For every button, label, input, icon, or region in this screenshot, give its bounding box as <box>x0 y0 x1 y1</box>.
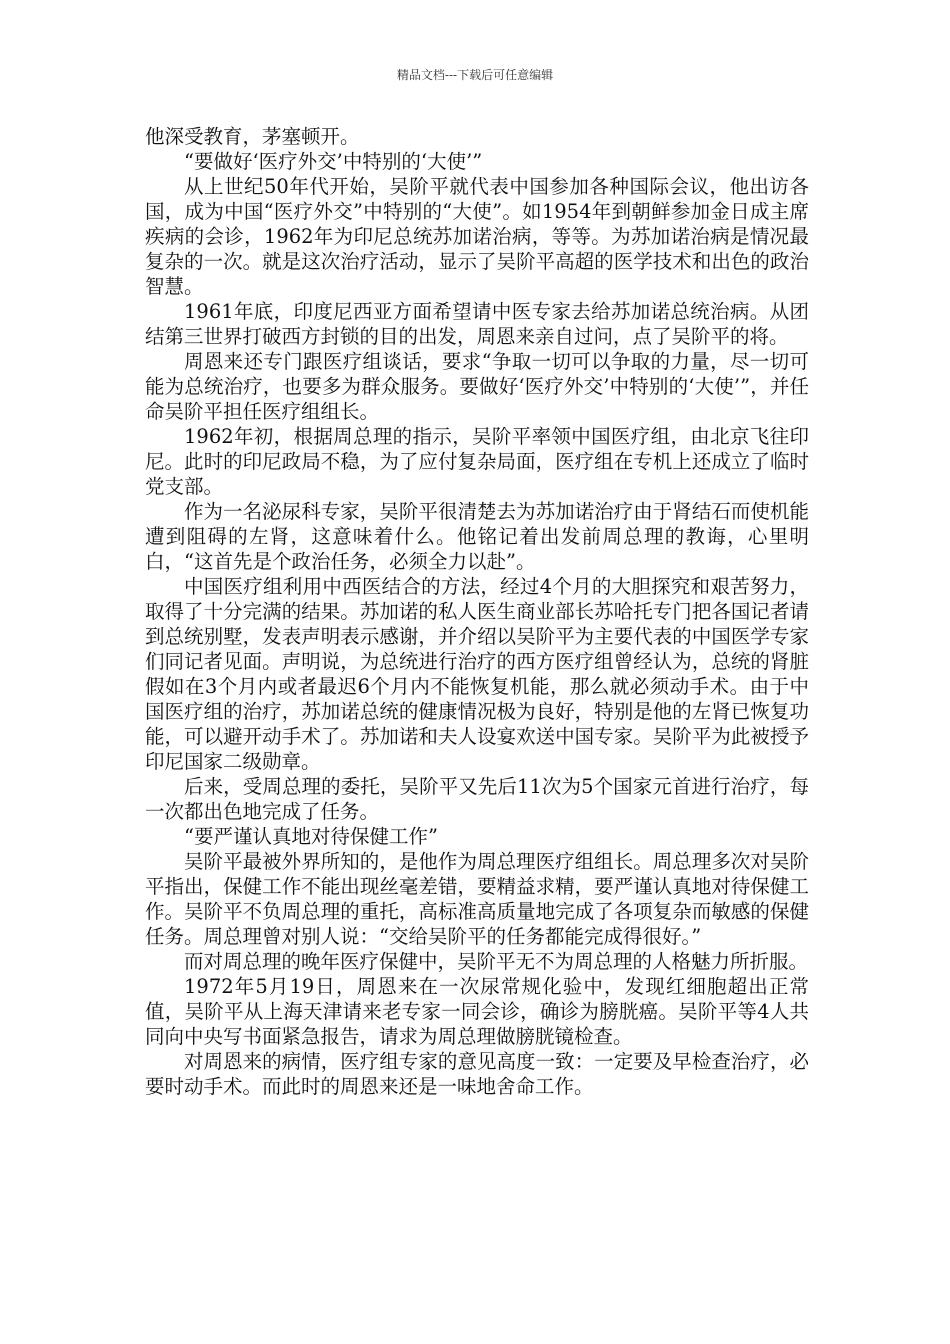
paragraph: 周恩来还专门跟医疗组谈话，要求“争取一切可以争取的力量，尽一切可能为总统治疗，也要多为群众服务。要做好‘医疗外交’中特别的‘大使’”，并任命吴阶平担任医疗组组长。 <box>145 350 809 423</box>
paragraph: 1961年底，印度尼西亚方面希望请中医专家去给苏加诺总统治病。从团结第三世界打破西方封锁的目的出发，周恩来亲自过问，点了吴阶平的将。 <box>145 300 809 348</box>
document-body <box>145 124 809 1099</box>
paragraph: 吴阶平最被外界所知的，是他作为周总理医疗组组长。周总理多次对吴阶平指出，保健工作不能出现丝毫差错，要精益求精，要严谨认真地对待保健工作。吴阶平不负周总理的重托，高标准高质量地完成了各项复杂而敏感的保健任务。周总理曾对别人说：“交给吴阶平的任务都能完成得很好。” <box>145 850 809 948</box>
page-header: 精品文档---下载后可任意编辑 <box>396 68 554 82</box>
paragraph: 从上世纪50年代开始，吴阶平就代表中国参加各种国际会议，他出访各国，成为中国“医疗外交”中特别的“大使”。如1954年到朝鲜参加金日成主席疾病的会诊，1962年为印尼总统苏加诺治病，等等。为苏加诺治病是情况最复杂的一次。就是这次治疗活动，显示了吴阶平高超的医学技术和出色的政治智慧。 <box>145 175 809 298</box>
paragraph: 中国医疗组利用中西医结合的方法，经过4个月的大胆探究和艰苦努力，取得了十分完满的结果。苏加诺的私人医生商业部长苏哈托专门把各国记者请到总统别墅，发表声明表示感谢，并介绍以吴阶平为主要代表的中国医学专家们同记者见面。声明说，为总统进行治疗的西方医疗组曾经认为，总统的肾脏假如在3个月内或者最迟6个月内不能恢复机能，那么就必须动手术。由于中国医疗组的治疗，苏加诺总统的健康情况极为良好，特别是他的左肾已恢复功能，可以避开动手术了。苏加诺和夫人设宴欢送中国专家。吴阶平为此被授予印尼国家二级勋章。 <box>145 575 809 773</box>
section-heading: “要做好‘医疗外交’中特别的‘大使’” <box>184 150 483 173</box>
paragraph: 1962年初，根据周总理的指示，吴阶平率领中国医疗组，由北京飞往印尼。此时的印尼政局不稳，为了应付复杂局面，医疗组在专机上还成立了临时党支部。 <box>145 425 809 498</box>
paragraph: 作为一名泌尿科专家，吴阶平很清楚去为苏加诺治疗由于肾结石而使机能遭到阻碍的左肾，这意味着什么。他铭记着出发前周总理的教诲，心里明白，“这首先是个政治任务，必须全力以赴”。 <box>145 500 809 573</box>
paragraph: 而对周总理的晚年医疗保健中，吴阶平无不为周总理的人格魅力所折服。 <box>184 950 809 973</box>
paragraph: 后来，受周总理的委托，吴阶平又先后11次为5个国家元首进行治疗，每一次都出色地完成了任务。 <box>145 775 809 823</box>
paragraph: 他深受教育，茅塞顿开。 <box>145 125 360 148</box>
section-heading: “要严谨认真地对待保健工作” <box>184 825 438 848</box>
paragraph: 1972年5月19日，周恩来在一次尿常规化验中，发现红细胞超出正常值，吴阶平从上海天津请来老专家一同会诊，确诊为膀胱癌。吴阶平等4人共同向中央写书面紧急报告，请求为周总理做膀胱镜检查。 <box>145 975 809 1048</box>
paragraph: 对周恩来的病情，医疗组专家的意见高度一致：一定要及早检查治疗，必要时动手术。而此时的周恩来还是一味地舍命工作。 <box>145 1050 809 1098</box>
